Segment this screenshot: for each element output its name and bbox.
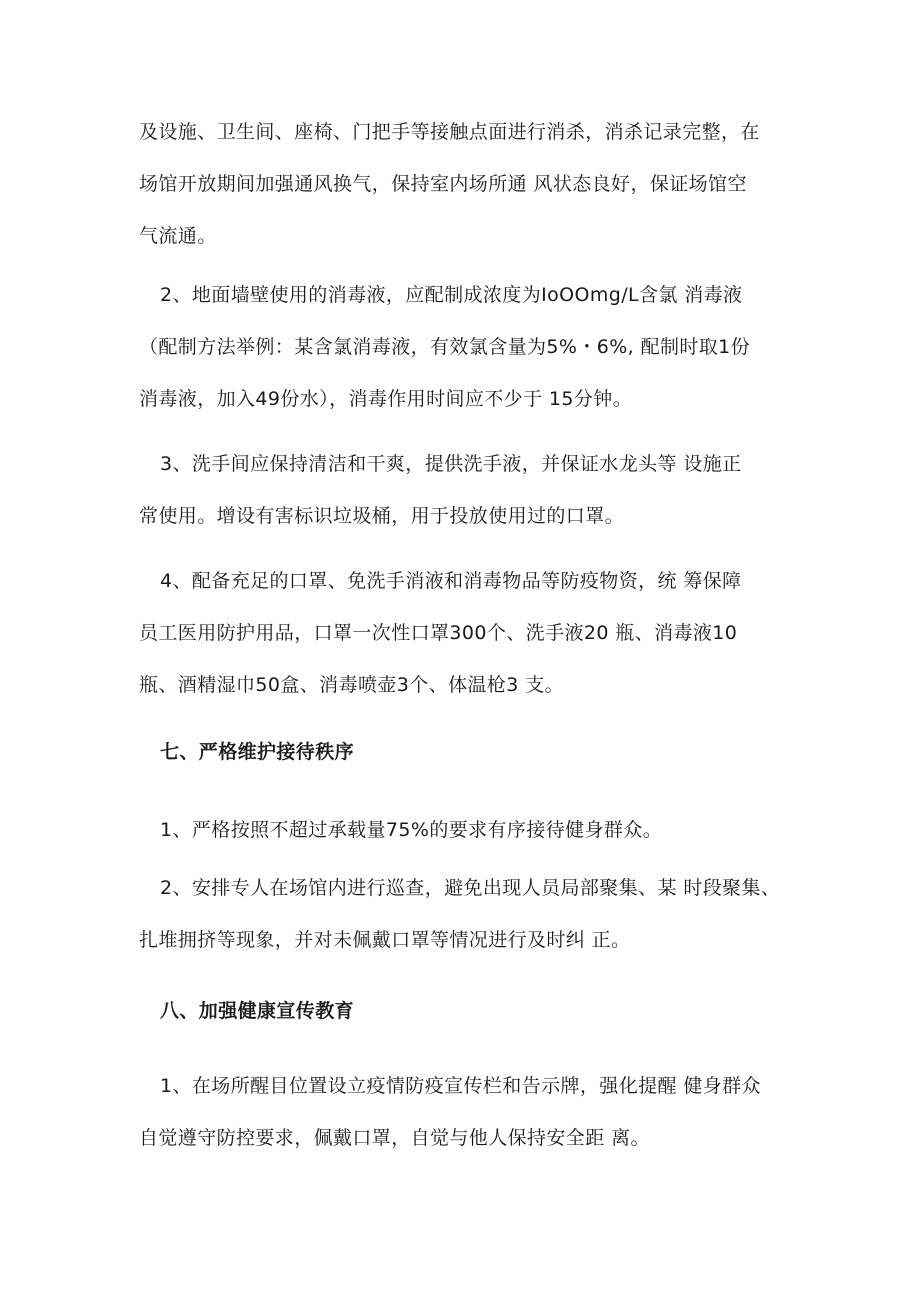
text-line: 2、地面墙壁使用的消毒液，应配制成浓度为IoOOmg/L含氯 消毒液 <box>160 284 743 306</box>
paragraph-item-3-washroom <box>139 438 799 542</box>
section-heading-7: 七、严格维护接待秩序 <box>160 741 355 763</box>
paragraph-8-item-1-publicity <box>139 1060 799 1164</box>
text-line: 及设施、卫生间、座椅、门把手等接触点面进行消杀，消杀记录完整，在 <box>139 121 760 143</box>
paragraph-item-4-supplies <box>139 555 799 711</box>
text-line: 常使用。增设有害标识垃圾桶，用于投放使用过的口罩。 <box>139 505 625 527</box>
text-line: 1、在场所醒目位置设立疫情防疫宣传栏和告示牌，强化提醒 健身群众 <box>160 1075 761 1097</box>
text-line: 气流通。 <box>139 225 217 247</box>
text-line: 1、严格按照不超过承载量75%的要求有序接待健身群众。 <box>160 819 663 841</box>
text-line: 员工医用防护用品，口罩一次性口罩300个、洗手液20 瓶、消毒液10 <box>139 622 738 644</box>
paragraph-7-item-2-patrol <box>139 862 799 966</box>
text-line: 自觉遵守防控要求，佩戴口罩，自觉与他人保持安全距 离。 <box>139 1127 650 1149</box>
text-line: 瓶、酒精湿巾50盒、消毒喷壶3个、体温枪3 支。 <box>139 674 564 696</box>
paragraph-item-2-disinfectant <box>139 269 799 425</box>
text-line: 4、配备充足的口罩、免洗手消液和消毒物品等防疫物资，统 筹保障 <box>160 570 742 592</box>
text-line: 3、洗手间应保持清洁和干爽，提供洗手液，并保证水龙头等 设施正 <box>160 453 742 475</box>
section-heading-8: 八、加强健康宣传教育 <box>160 1000 355 1022</box>
paragraph-7-item-1-capacity <box>139 804 799 856</box>
text-line: 场馆开放期间加强通风换气，保持室内场所通 风状态良好，保证场馆空 <box>139 173 747 195</box>
text-line: （配制方法举例：某含氯消毒液，有效氯含量为5%・6%, 配制时取1份 <box>139 336 751 358</box>
paragraph-disinfection-ventilation <box>139 106 799 262</box>
text-line: 消毒液，加入49份水），消毒作用时间应不少于 15分钟。 <box>139 388 633 410</box>
text-line: 扎堆拥挤等现象，并对未佩戴口罩等情况进行及时纠 正。 <box>139 929 631 951</box>
text-line: 2、安排专人在场馆内进行巡查，避免出现人员局部聚集、某 时段聚集、 <box>160 877 781 899</box>
